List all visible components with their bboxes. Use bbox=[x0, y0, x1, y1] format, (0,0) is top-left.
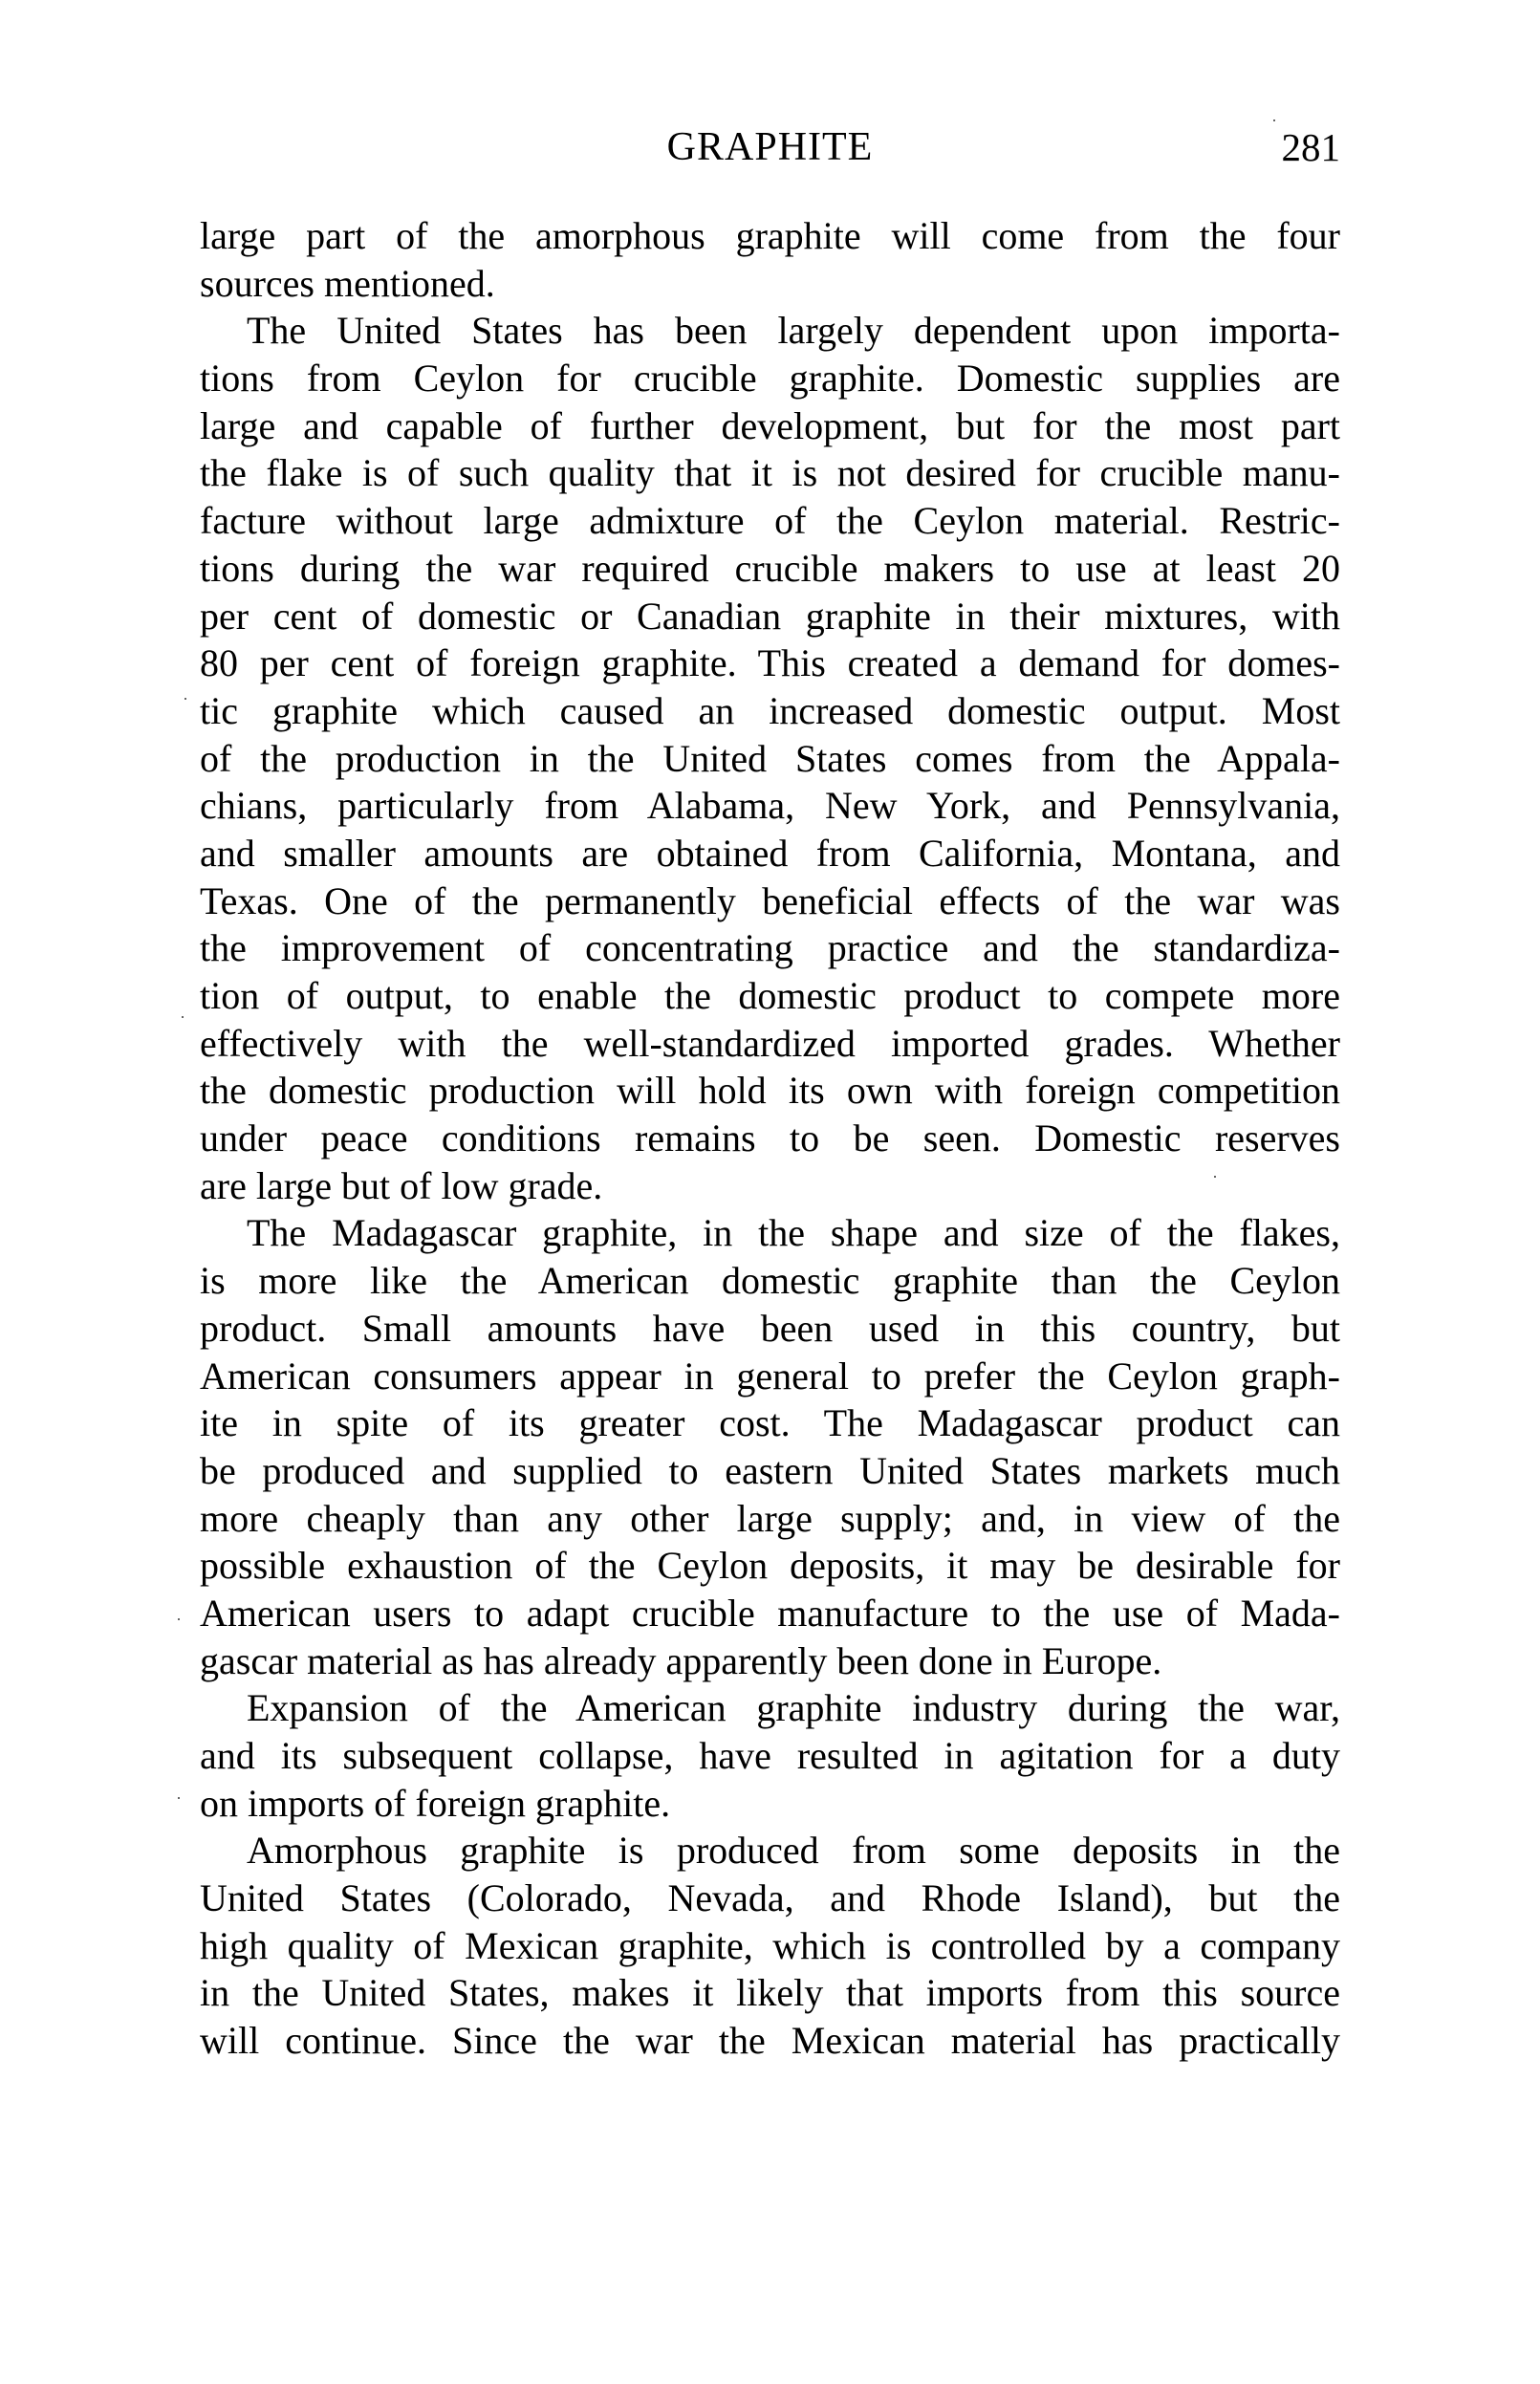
text-line: Texas. One of the permanently beneficial effects of the war was bbox=[200, 878, 1340, 922]
text-line: the flake is of such quality that it is not desired for crucible manu- bbox=[200, 451, 1340, 495]
text-line: gascar material as has already apparently been done in Europe. bbox=[200, 1638, 1162, 1682]
text-line: The Madagascar graphite, in the shape and size of the flakes, bbox=[247, 1211, 1340, 1255]
paragraph-domestic-supplies bbox=[200, 307, 1340, 1209]
text-line: and smaller amounts are obtained from California, Montana, and bbox=[200, 831, 1340, 875]
paragraph-expansion bbox=[200, 1684, 1340, 1827]
running-title: GRAPHITE bbox=[666, 125, 874, 169]
scan-speck bbox=[1273, 119, 1275, 121]
text-line: Expansion of the American graphite industry during the war, bbox=[247, 1686, 1340, 1730]
text-line: per cent of domestic or Canadian graphite in their mixtures, with bbox=[200, 594, 1340, 638]
text-line: in the United States, makes it likely that imports from this source bbox=[200, 1971, 1340, 2015]
scan-speck bbox=[184, 698, 186, 700]
scan-speck bbox=[178, 1618, 180, 1620]
text-line: tions from Ceylon for crucible graphite. Domestic supplies are bbox=[200, 357, 1340, 401]
text-line: chians, particularly from Alabama, New York, and Pennsylvania, bbox=[200, 784, 1340, 828]
scan-speck bbox=[182, 1016, 184, 1018]
text-line: The United States has been largely dependent upon importa- bbox=[247, 309, 1340, 353]
page-number: 281 bbox=[1281, 125, 1340, 169]
text-line: on imports of foreign graphite. bbox=[200, 1781, 671, 1825]
text-line: the improvement of concentrating practice and the standardiza- bbox=[200, 926, 1340, 970]
text-line: tion of output, to enable the domestic product to compete more bbox=[200, 974, 1340, 1017]
text-line: are large but of low grade. bbox=[200, 1163, 603, 1207]
text-line: large part of the amorphous graphite will come from the four bbox=[200, 214, 1340, 257]
text-line: is more like the American domestic graphite than the Ceylon bbox=[200, 1259, 1340, 1303]
text-line: product. Small amounts have been used in this country, but bbox=[200, 1306, 1340, 1350]
text-line: facture without large admixture of the Ceylon material. Restric- bbox=[200, 499, 1340, 543]
text-line: under peace conditions remains to be seen. Domestic reserves bbox=[200, 1116, 1340, 1160]
text-line: will continue. Since the war the Mexican material has practically bbox=[200, 2019, 1340, 2063]
text-line: high quality of Mexican graphite, which is controlled by a company bbox=[200, 1923, 1340, 1967]
text-line: tic graphite which caused an increased domestic output. Most bbox=[200, 688, 1340, 732]
text-line: large and capable of further development, but for the most part bbox=[200, 403, 1340, 447]
running-head bbox=[200, 122, 1340, 172]
text-line: American users to adapt crucible manufacture to the use of Mada- bbox=[200, 1591, 1340, 1635]
text-line: sources mentioned. bbox=[200, 261, 495, 305]
paragraph-madagascar bbox=[200, 1209, 1340, 1684]
text-line: the domestic production will hold its own with foreign competition bbox=[200, 1069, 1340, 1113]
text-line: 80 per cent of foreign graphite. This created a demand for domes- bbox=[200, 641, 1340, 685]
text-line: more cheaply than any other large supply; and, in view of the bbox=[200, 1496, 1340, 1540]
text-line: ite in spite of its greater cost. The Madagascar product can bbox=[200, 1401, 1340, 1445]
body-text bbox=[200, 212, 1340, 2065]
paragraph-amorphous bbox=[200, 1827, 1340, 2064]
scan-speck bbox=[178, 1797, 180, 1799]
text-line: possible exhaustion of the Ceylon deposits, it may be desirable for bbox=[200, 1544, 1340, 1588]
scan-speck bbox=[1214, 1176, 1216, 1178]
paragraph-continued bbox=[200, 212, 1340, 307]
text-line: of the production in the United States comes from the Appala- bbox=[200, 736, 1340, 780]
text-line: and its subsequent collapse, have resulted in agitation for a duty bbox=[200, 1734, 1340, 1777]
text-line: Amorphous graphite is produced from some deposits in the bbox=[247, 1829, 1340, 1873]
text-line: be produced and supplied to eastern United States markets much bbox=[200, 1448, 1340, 1492]
text-line: United States (Colorado, Nevada, and Rhode Island), but the bbox=[200, 1876, 1340, 1920]
text-line: tions during the war required crucible makers to use at least 20 bbox=[200, 546, 1340, 590]
text-line: American consumers appear in general to prefer the Ceylon graph- bbox=[200, 1354, 1340, 1398]
text-line: effectively with the well-standardized imported grades. Whether bbox=[200, 1021, 1340, 1065]
